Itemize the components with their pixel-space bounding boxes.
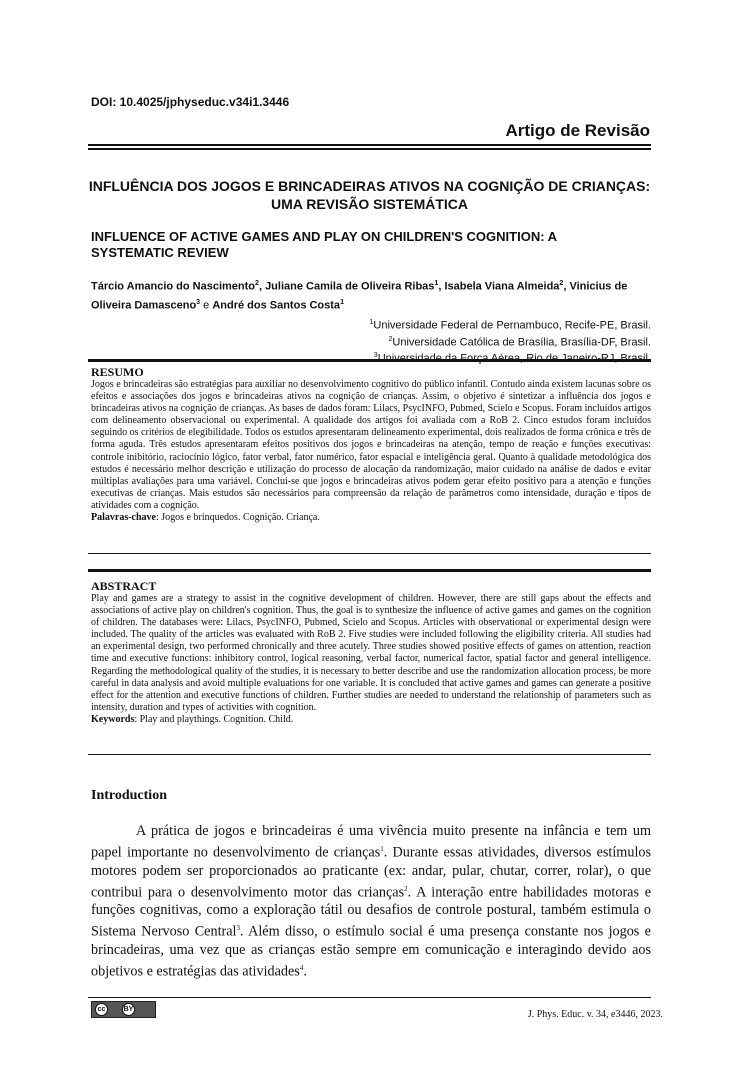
header-double-rule [88, 144, 651, 150]
author-affil-sup: 1 [434, 280, 439, 287]
title-portuguese: INFLUÊNCIA DOS JOGOS E BRINCADEIRAS ATIVOS NA COGNIÇÃO DE CRIANÇAS: UMA REVISÃO SISTEMÁTICA [88, 178, 651, 212]
article-type: Artigo de Revisão [505, 121, 650, 140]
affiliation-sup: 1 [369, 319, 374, 326]
citation-sup[interactable]: 3 [236, 924, 240, 933]
intro-text: . A interação entre habilidades motoras e funções cognitivas, como a exploração tátil ou desafios de controle postural, também estimula o Sistema Nervoso Central [91, 884, 651, 941]
affiliation-line [370, 333, 651, 350]
affiliation-sup: 2 [388, 335, 393, 343]
abstract-keywords-label: Keywords [91, 713, 135, 725]
abstract-heading: ABSTRACT [91, 579, 157, 593]
resumo-heading: RESUMO [91, 365, 144, 379]
citation-sup[interactable]: 1 [380, 845, 384, 853]
resumo-top-rule [88, 359, 651, 362]
affiliation-sup: 3 [373, 352, 378, 360]
affiliation-line [370, 316, 651, 333]
resumo-bottom-rule [88, 553, 651, 554]
citation-sup[interactable]: 2 [404, 884, 408, 893]
by-person-icon: BY [122, 1003, 135, 1016]
journal-reference: J. Phys. Educ. v. 34, e3446, 2023. [527, 1009, 663, 1020]
resumo-keywords-label: Palavras-chave [91, 512, 156, 524]
abstract-body: Play and games are a strategy to assist in the cognitive development of children. However, there are still gaps about the effects and associations of active play on children's cognition. Thus, the goal is to synthesize the influence of active games and games on the cognition of children. The databases were: Lilacs, PsycINFO, Pubmed, Scielo and Scopus. Articles with observational or experimental design were included. The quality of the articles was evaluated with RoB 2. Five studies were included following the eligibility criteria. All studies had an experimental design, two performed chronically and three acutely. Three studies showed positive effects of games on attention, reaction time and executive functions: inhibitory control, logical reasoning, verbal factor, numerical factor, spatial factor and general intelligence. Regarding the methodological quality of the studies, it is necessary to better describe and use the randomization allocation process, be more careful in data analysis and avoid multiple evaluations for one variable. It is concluded that active games and games can generate a positive effect for the attention and executive functions of children. Further studies are needed to understand the relationship of parameters such as intensity, duration and types of activities with cognition. [91, 593, 651, 713]
creative-commons-by-icon[interactable] [91, 1001, 156, 1018]
abstract-text [91, 593, 651, 726]
intro-text: . [303, 963, 307, 980]
intro-text: . Durante essas atividades, diversos estímulos motores podem ser proporcionados ao praticante (ex: andar, pular, chutar, correr, rolar), o que contribui para o desenvolvimento motor das crianças [91, 844, 651, 901]
author-affil-sup: 2 [559, 280, 564, 287]
author-separator: , [258, 280, 266, 293]
author-name: Tárcio Amancio do Nascimento [91, 280, 256, 293]
abstract-top-rule [88, 569, 651, 572]
author-separator: , [438, 280, 445, 293]
intro-text: A prática de jogos e brincadeiras é uma vivência muito presente na infância e tem um papel importante no desenvolvimento de crianças [91, 823, 651, 861]
author-name: Vinicius de Oliveira Damasceno [91, 280, 628, 312]
introduction-paragraph [91, 822, 651, 981]
affiliation-text: Universidade Federal de Pernambuco, Recife-PE, Brasil. [373, 319, 651, 332]
intro-text: . Além disso, o estímulo social é uma presença constante nos jogos e brincadeiras, uma vez que as crianças estão sempre em comunicação e interagindo devido aos objetivos e estratégias das atividades [91, 924, 651, 980]
affiliation-line [370, 349, 651, 366]
author-separator: e [200, 299, 213, 312]
cc-circle-icon: cc [95, 1003, 108, 1016]
footer-rule [88, 997, 651, 998]
author-name: André dos Santos Costa [212, 299, 341, 312]
author-name: Juliane Camila de Oliveira Ribas [265, 280, 435, 293]
author-affil-sup: 1 [340, 298, 344, 306]
title-english: INFLUENCE OF ACTIVE GAMES AND PLAY ON CHILDREN'S COGNITION: A SYSTEMATIC REVIEW [91, 229, 557, 260]
section-heading-introduction: Introduction [91, 788, 167, 803]
author-name: Isabela Viana Almeida [444, 280, 560, 293]
abstract-bottom-rule [88, 754, 651, 755]
author-list [91, 276, 653, 313]
resumo-keywords: : Jogos e brinquedos. Cognição. Criança. [156, 512, 320, 524]
author-affil-sup: 2 [255, 280, 259, 287]
abstract-keywords: : Play and playthings. Cognition. Child. [134, 713, 294, 725]
affiliation-text: Universidade Católica de Brasília, Brasília-DF, Brasil. [392, 336, 651, 349]
citation-sup[interactable]: 4 [299, 964, 304, 973]
resumo-body: Jogos e brincadeiras são estratégias para auxiliar no desenvolvimento cognitivo do público infantil. Contudo ainda existem lacunas sobre os efeitos e associações dos jogos e brincadeiras ativos na cognição de crianças. Assim, o objetivo é sintetizar a influência dos jogos e brincadeiras ativos na cognição de crianças. As bases de dados foram: Lilacs, PsycINFO, Pubmed, Scielo e Scopus. Foram incluídos artigos com delineamento observacional ou experimental. A qualidade dos artigos foi avaliada com a RoB 2. Cinco estudos foram incluídos seguindo os critérios de elegibilidade. Todos os estudos apresentaram delineamento experimental, dois realizados de forma crônica e três de forma aguda. Três estudos apresentaram efeitos positivos dos jogos e brincadeiras na atenção, tempo de reação e funções executivas: controle inibitório, raciocínio lógico, fator verbal, fator numérico, fator espacial e inteligência geral. Quanto à qualidade metodológica dos estudos é necessário melhor descrição e utilização do processo de alocação da randomização, maior cuidado na análise de dados e evitar múltiplas avaliações para uma variável. Conclui-se que jogos e brincadeiras ativos podem gerar efeito positivo para a atenção e funções executivas de crianças. Mais estudos são necessários para compreensão da relação de parâmetros como intensidade, duração e tipos de atividades com a cognição. [91, 379, 651, 511]
author-separator: , [563, 280, 570, 293]
author-affil-sup: 3 [196, 298, 201, 306]
resumo-text [91, 379, 651, 524]
doi[interactable]: DOI: 10.4025/jphyseduc.v34i1.3446 [91, 95, 290, 109]
